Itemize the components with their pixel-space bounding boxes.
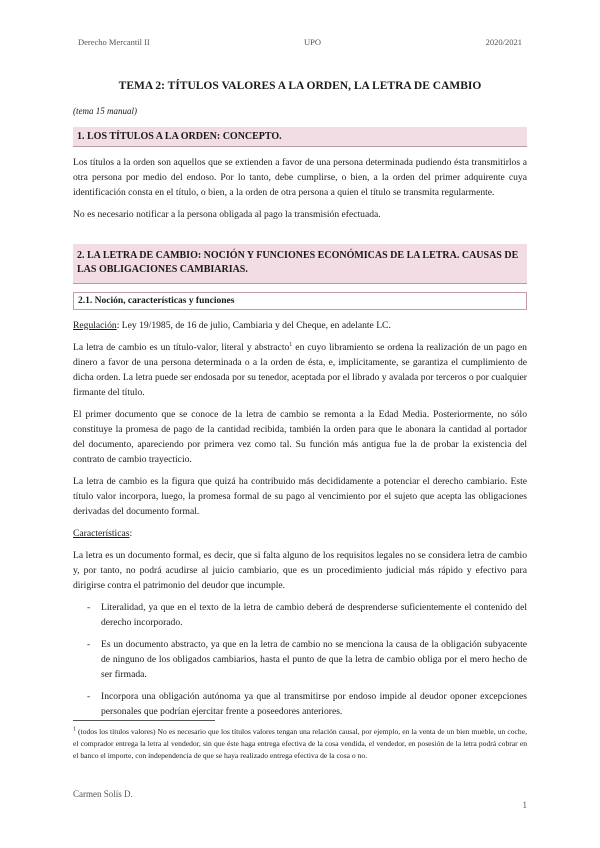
regulation-text: : Ley 19/1985, de 16 de julio, Cambiaria y del Cheque, en adelante LC. <box>116 320 391 331</box>
characteristics-label: Características <box>73 528 130 539</box>
header-course: Derecho Mercantil II <box>78 37 150 47</box>
characteristics-heading <box>73 526 527 541</box>
list-item <box>87 637 527 682</box>
section-1-heading: 1. LOS TÍTULOS A LA ORDEN: CONCEPTO. <box>73 127 527 147</box>
definition-text-start: La letra de cambio es un título-valor, literal y abstracto <box>73 342 290 353</box>
section-1-paragraph-2: No es necesario notificar a la persona obligada al pago la transmisión efectuada. <box>73 209 381 220</box>
footnote-number: 1 <box>73 726 76 733</box>
document-body <box>73 80 527 726</box>
characteristics-list <box>73 600 527 719</box>
list-item-text: Es un documento abstracto, ya que en la letra de cambio no se menciona la causa de la obligación subyacente de ninguno de los obligados cambiarios, hasta el punto de que la letra de cambio obliga por el mero hecho de ser firmada. <box>101 639 527 680</box>
running-header <box>78 37 522 49</box>
history-paragraph: El primer documento que se conoce de la letra de cambio se remonta a la Edad Media. Posteriormente, no sólo constituye la promesa de pago de la cantidad recibida, también la orden para que le abonara la cantidad al portador del documento, apareciendo por primera vez como tal. Su función más antigua fue la de probar la existencia del contrato de cambio trayecticio. <box>73 409 527 465</box>
header-academic-year: 2020/2021 <box>485 37 522 47</box>
definition-text-end: en cuyo libramiento se ordena la realización de un pago en dinero a favor de una persona determinada o a la orden de ésta, e, implícitamente, se garantiza el cumplimiento de dicha orden. La letra puede ser endosada por su tenedor, aceptada por el librado y avalada por terceros o por cualquier firmante del título. <box>73 342 527 398</box>
list-item <box>87 689 527 719</box>
footnote-reference[interactable]: 1 <box>289 341 293 348</box>
section-2-heading: 2. LA LETRA DE CAMBIO: NOCIÓN Y FUNCIONES ECONÓMICAS DE LA LETRA. CAUSAS DE LAS OBLIGACIONES CAMBIARIAS. <box>73 244 527 284</box>
list-item-text: Literalidad, ya que en el texto de la letra de cambio deberá de desprenderse suficientemente el contenido del derecho incorporado. <box>101 602 527 628</box>
document-title: TEMA 2: TÍTULOS VALORES A LA ORDEN, LA LETRA DE CAMBIO <box>118 80 482 92</box>
footer-author: Carmen Solís D. <box>73 789 133 799</box>
formal-document-paragraph: La letra es un documento formal, es decir, que si falta alguno de los requisitos legales no se considera letra de cambio y, por tanto, no podrá acudirse al juicio cambiario, que es un procedimiento judicial más rápido y efectivo para dirigirse contra el patrimonio del deudor que incumple. <box>73 550 527 591</box>
dash-bullet: - <box>87 639 91 650</box>
characteristics-colon: : <box>129 528 133 539</box>
dash-bullet: - <box>87 691 91 702</box>
subsection-2-1-heading: 2.1. Noción, características y funciones <box>73 292 527 310</box>
document-subtitle: (tema 15 manual) <box>73 106 137 116</box>
header-university: UPO <box>304 37 322 47</box>
dash-bullet: - <box>87 602 91 613</box>
footnote-text: (todos los títulos valores) No es necesario que los títulos valores tengan una relación causal, por ejemplo, en la venta de un bien mueble, un coche, el comprador entrega la letra al vendedor, sin que éste haga entrega efectiva de la cosa vendida, el vendedor, en posesión de la letra podrá cobrar en el banco el importe, con independencia de que se haya realizado entrega efectiva de la cosa o no. <box>73 727 527 760</box>
footnote-separator <box>73 720 215 721</box>
page-number: 1 <box>522 800 527 810</box>
regulation-paragraph <box>73 318 527 333</box>
list-item <box>87 600 527 630</box>
list-item-text: Incorpora una obligación autónoma ya que al transmitirse por endoso impide al deudor oponer excepciones personales que podrían ejercitar frente a poseedores anteriores. <box>101 691 527 717</box>
function-paragraph: La letra de cambio es la figura que quizá ha contribuido más decididamente a potenciar el derecho cambiario. Este título valor incorpora, luego, la promesa formal de su pago al vencimiento por el sujeto que acepta las obligaciones derivadas del documento formal. <box>73 476 527 517</box>
section-1-paragraph-1: Los títulos a la orden son aquellos que se extienden a favor de una persona determinada pudiendo ésta transmitirlos a otra persona por medio del endoso. Por lo tanto, debe cumplirse, o bien, a la orden del primer adquirente cuya identificación consta en el título, o bien, a la orden de otra persona a quien el título se transmita regularmente. <box>73 157 527 198</box>
footnote <box>73 726 527 762</box>
definition-paragraph <box>73 340 527 400</box>
regulation-label: Regulación <box>73 320 117 331</box>
